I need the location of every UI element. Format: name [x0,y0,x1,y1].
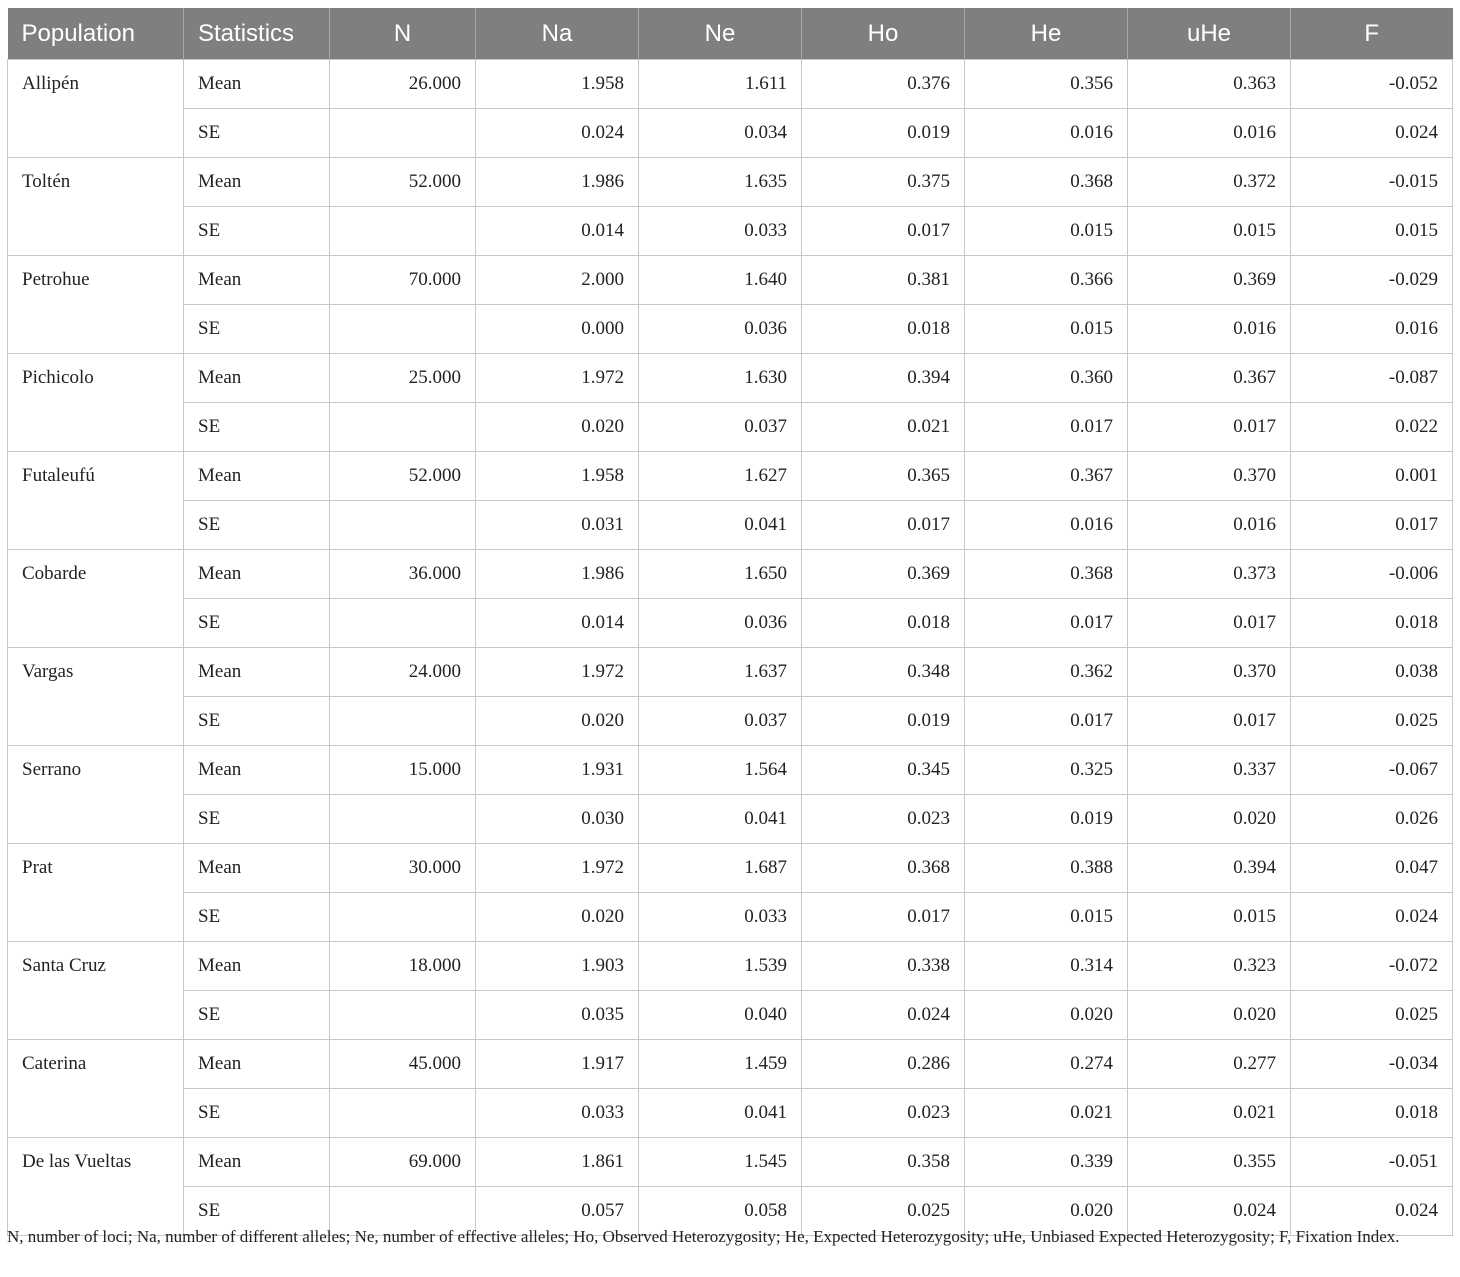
value-cell: 0.017 [1291,501,1453,550]
population-name: Serrano [8,746,184,844]
value-cell: 1.972 [476,844,639,893]
header-he: He [965,8,1128,60]
value-cell: 0.016 [965,501,1128,550]
value-cell: 0.023 [802,795,965,844]
value-cell: 0.018 [1291,1089,1453,1138]
value-cell: 0.015 [965,893,1128,942]
value-cell: 0.348 [802,648,965,697]
value-cell: 0.024 [476,109,639,158]
header-statistics: Statistics [184,8,330,60]
value-cell: 0.018 [802,599,965,648]
header-ho: Ho [802,8,965,60]
value-cell: 0.277 [1128,1040,1291,1089]
value-cell: 0.369 [802,550,965,599]
value-cell: 52.000 [330,452,476,501]
value-cell: 0.020 [965,991,1128,1040]
value-cell [330,991,476,1040]
statistics-table [7,8,1453,1236]
value-cell: 0.017 [1128,599,1291,648]
value-cell: 0.021 [802,403,965,452]
table-row-se [8,207,1453,256]
statistic-label: Mean [184,942,330,991]
value-cell: 26.000 [330,60,476,109]
statistic-label: SE [184,697,330,746]
value-cell: 0.020 [476,893,639,942]
value-cell: 0.016 [1291,305,1453,354]
value-cell: 30.000 [330,844,476,893]
value-cell: 0.034 [639,109,802,158]
statistic-label: SE [184,1187,330,1236]
value-cell: 0.020 [965,1187,1128,1236]
value-cell: 0.023 [802,1089,965,1138]
header-f: F [1291,8,1453,60]
value-cell: 0.370 [1128,452,1291,501]
value-cell [330,501,476,550]
value-cell: 0.047 [1291,844,1453,893]
value-cell: 0.314 [965,942,1128,991]
header-row [8,8,1453,60]
population-name: Futaleufú [8,452,184,550]
value-cell: -0.052 [1291,60,1453,109]
header-uhe: uHe [1128,8,1291,60]
table-row-mean [8,1040,1453,1089]
value-cell: 1.627 [639,452,802,501]
value-cell: 18.000 [330,942,476,991]
value-cell: 0.040 [639,991,802,1040]
value-cell: 0.394 [802,354,965,403]
value-cell: 0.018 [802,305,965,354]
table-row-se [8,1089,1453,1138]
value-cell: 0.017 [802,501,965,550]
value-cell: 0.017 [965,403,1128,452]
table-row-se [8,109,1453,158]
table-footnote: N, number of loci; Na, number of different alleles; Ne, number of effective alleles; Ho, Observed Heterozygosity; He, Expected Heterozygosity; uHe, Unbiased Expected Heterozygosity; F, Fixation Index. [7,1227,1400,1246]
value-cell: 0.021 [1128,1089,1291,1138]
table-row-mean [8,844,1453,893]
value-cell [330,109,476,158]
population-name: Toltén [8,158,184,256]
value-cell: 0.362 [965,648,1128,697]
value-cell: 0.041 [639,795,802,844]
value-cell: 0.035 [476,991,639,1040]
value-cell: 0.360 [965,354,1128,403]
population-name: Prat [8,844,184,942]
table-row-mean [8,746,1453,795]
statistic-label: SE [184,991,330,1040]
statistic-label: Mean [184,256,330,305]
value-cell: 0.041 [639,501,802,550]
value-cell: -0.029 [1291,256,1453,305]
value-cell: 0.345 [802,746,965,795]
header-population: Population [8,8,184,60]
statistic-label: Mean [184,550,330,599]
statistic-label: SE [184,305,330,354]
value-cell: 0.030 [476,795,639,844]
value-cell: 0.017 [802,207,965,256]
value-cell: 1.986 [476,158,639,207]
value-cell: 0.038 [1291,648,1453,697]
value-cell [330,1089,476,1138]
header-ne: Ne [639,8,802,60]
value-cell: -0.034 [1291,1040,1453,1089]
value-cell: 0.016 [1128,109,1291,158]
population-name: Allipén [8,60,184,158]
value-cell: 0.033 [476,1089,639,1138]
value-cell: 0.015 [1291,207,1453,256]
value-cell: 0.020 [476,403,639,452]
value-cell: 0.025 [1291,697,1453,746]
population-name: Santa Cruz [8,942,184,1040]
value-cell: 0.016 [1128,501,1291,550]
value-cell: 0.368 [802,844,965,893]
value-cell: 0.358 [802,1138,965,1187]
value-cell: 0.365 [802,452,965,501]
value-cell: 0.366 [965,256,1128,305]
population-name: Vargas [8,648,184,746]
statistic-label: SE [184,893,330,942]
value-cell: 0.024 [1291,109,1453,158]
value-cell: 0.033 [639,893,802,942]
value-cell: 0.033 [639,207,802,256]
value-cell: 1.917 [476,1040,639,1089]
value-cell [330,795,476,844]
value-cell: 0.372 [1128,158,1291,207]
value-cell: 0.015 [965,305,1128,354]
statistic-label: Mean [184,354,330,403]
table-row-se [8,795,1453,844]
statistic-label: Mean [184,1040,330,1089]
statistic-label: Mean [184,158,330,207]
value-cell: 0.020 [476,697,639,746]
value-cell: 0.019 [802,697,965,746]
value-cell: 1.635 [639,158,802,207]
value-cell: 0.370 [1128,648,1291,697]
value-cell: 0.031 [476,501,639,550]
value-cell: 1.861 [476,1138,639,1187]
value-cell: 0.018 [1291,599,1453,648]
value-cell: 0.286 [802,1040,965,1089]
value-cell: 0.015 [1128,207,1291,256]
statistic-label: Mean [184,844,330,893]
statistic-label: SE [184,403,330,452]
statistic-label: SE [184,501,330,550]
value-cell: 1.640 [639,256,802,305]
statistic-label: SE [184,599,330,648]
table-row-mean [8,452,1453,501]
value-cell: 1.564 [639,746,802,795]
value-cell: 0.017 [802,893,965,942]
value-cell: 0.024 [1291,1187,1453,1236]
table-row-se [8,697,1453,746]
value-cell: 1.630 [639,354,802,403]
value-cell: 0.020 [1128,795,1291,844]
value-cell: 0.369 [1128,256,1291,305]
header-n: N [330,8,476,60]
value-cell: 0.017 [1128,697,1291,746]
value-cell: 1.637 [639,648,802,697]
value-cell: 1.459 [639,1040,802,1089]
statistic-label: SE [184,109,330,158]
statistic-label: Mean [184,452,330,501]
value-cell: 0.368 [965,158,1128,207]
table-row-se [8,991,1453,1040]
population-name: Petrohue [8,256,184,354]
value-cell: 1.986 [476,550,639,599]
population-name: Cobarde [8,550,184,648]
value-cell: 0.024 [1291,893,1453,942]
value-cell: 0.375 [802,158,965,207]
value-cell: 0.025 [802,1187,965,1236]
value-cell: 1.903 [476,942,639,991]
statistic-label: SE [184,207,330,256]
table-row-mean [8,942,1453,991]
value-cell: 0.017 [1128,403,1291,452]
value-cell: 0.014 [476,207,639,256]
value-cell: 0.014 [476,599,639,648]
value-cell: 52.000 [330,158,476,207]
value-cell [330,599,476,648]
table-row-se [8,599,1453,648]
table-row-se [8,403,1453,452]
table-row-mean [8,256,1453,305]
value-cell: 0.394 [1128,844,1291,893]
value-cell: 0.367 [965,452,1128,501]
statistic-label: Mean [184,60,330,109]
value-cell: 0.057 [476,1187,639,1236]
value-cell: 0.058 [639,1187,802,1236]
value-cell [330,893,476,942]
value-cell: -0.015 [1291,158,1453,207]
value-cell: -0.051 [1291,1138,1453,1187]
statistic-label: SE [184,1089,330,1138]
value-cell: 1.611 [639,60,802,109]
value-cell [330,403,476,452]
value-cell: 0.036 [639,305,802,354]
value-cell: 24.000 [330,648,476,697]
value-cell: 1.687 [639,844,802,893]
table-row-se [8,893,1453,942]
value-cell: -0.072 [1291,942,1453,991]
value-cell: 0.015 [1128,893,1291,942]
value-cell [330,207,476,256]
value-cell: 0.019 [965,795,1128,844]
value-cell: 0.274 [965,1040,1128,1089]
table-row-mean [8,60,1453,109]
table-body [8,60,1453,1236]
value-cell: 0.388 [965,844,1128,893]
value-cell: 0.016 [1128,305,1291,354]
value-cell: -0.006 [1291,550,1453,599]
value-cell: 0.041 [639,1089,802,1138]
value-cell: 0.036 [639,599,802,648]
value-cell: 1.958 [476,60,639,109]
value-cell: 0.024 [802,991,965,1040]
value-cell: 0.037 [639,403,802,452]
value-cell: 1.972 [476,648,639,697]
value-cell: 0.017 [965,599,1128,648]
table-row-mean [8,354,1453,403]
value-cell: -0.067 [1291,746,1453,795]
table-row-se [8,501,1453,550]
value-cell [330,697,476,746]
value-cell: 45.000 [330,1040,476,1089]
value-cell: 0.024 [1128,1187,1291,1236]
population-name: Caterina [8,1040,184,1138]
value-cell: 1.545 [639,1138,802,1187]
value-cell [330,305,476,354]
value-cell: 0.373 [1128,550,1291,599]
statistic-label: SE [184,795,330,844]
value-cell: 25.000 [330,354,476,403]
value-cell: 0.016 [965,109,1128,158]
value-cell: 15.000 [330,746,476,795]
value-cell: 0.356 [965,60,1128,109]
value-cell: 2.000 [476,256,639,305]
value-cell: 0.355 [1128,1138,1291,1187]
value-cell: 0.338 [802,942,965,991]
value-cell: 0.363 [1128,60,1291,109]
value-cell: 0.022 [1291,403,1453,452]
value-cell: -0.087 [1291,354,1453,403]
value-cell: 1.931 [476,746,639,795]
value-cell: 0.367 [1128,354,1291,403]
value-cell: 0.000 [476,305,639,354]
value-cell: 0.325 [965,746,1128,795]
value-cell: 0.025 [1291,991,1453,1040]
value-cell: 0.339 [965,1138,1128,1187]
value-cell: 69.000 [330,1138,476,1187]
value-cell: 0.026 [1291,795,1453,844]
value-cell: 0.337 [1128,746,1291,795]
value-cell: 1.539 [639,942,802,991]
value-cell: 1.650 [639,550,802,599]
table-row-mean [8,550,1453,599]
value-cell: 0.001 [1291,452,1453,501]
table-row-mean [8,158,1453,207]
table-row-mean [8,1138,1453,1187]
statistic-label: Mean [184,1138,330,1187]
statistic-label: Mean [184,648,330,697]
population-name: De las Vueltas [8,1138,184,1236]
value-cell: 0.017 [965,697,1128,746]
population-name: Pichicolo [8,354,184,452]
value-cell: 0.019 [802,109,965,158]
value-cell: 0.020 [1128,991,1291,1040]
table-row-se [8,305,1453,354]
value-cell: 0.021 [965,1089,1128,1138]
value-cell: 0.381 [802,256,965,305]
value-cell: 1.972 [476,354,639,403]
value-cell: 36.000 [330,550,476,599]
value-cell: 0.015 [965,207,1128,256]
value-cell: 1.958 [476,452,639,501]
value-cell: 70.000 [330,256,476,305]
value-cell: 0.376 [802,60,965,109]
table-row-mean [8,648,1453,697]
value-cell: 0.323 [1128,942,1291,991]
header-na: Na [476,8,639,60]
value-cell: 0.368 [965,550,1128,599]
statistic-label: Mean [184,746,330,795]
value-cell: 0.037 [639,697,802,746]
